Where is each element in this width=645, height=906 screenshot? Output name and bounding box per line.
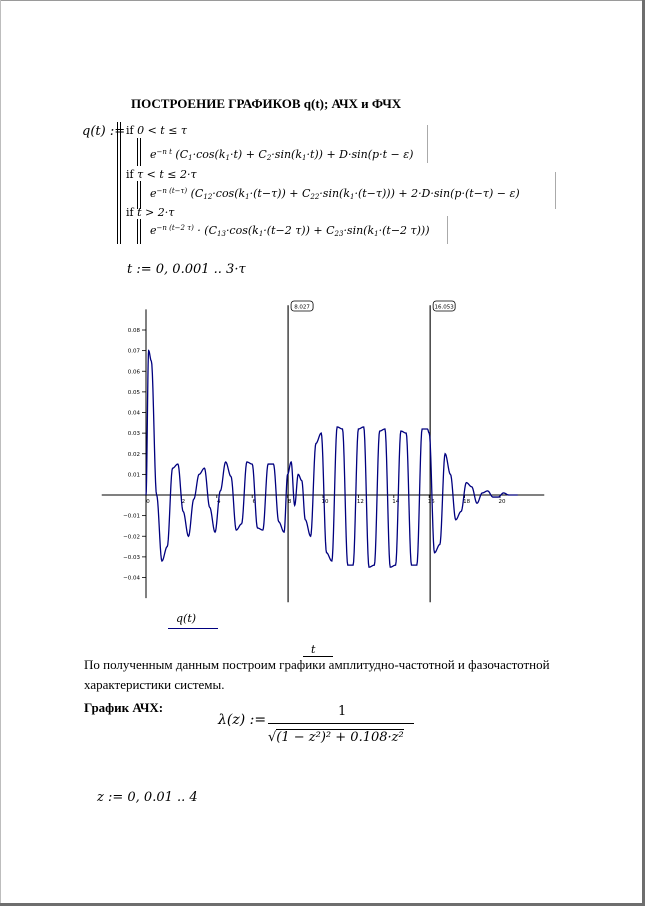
lambda-denominator: √(1 − z²)² + 0.108·z² <box>268 730 404 745</box>
x-tick-label: 2 <box>181 499 186 505</box>
x-tick-label: 12 <box>356 499 364 505</box>
q-curve <box>146 351 518 568</box>
y-tick-label: 0.03 <box>127 431 140 438</box>
q-definition-lhs: q(t) := <box>82 124 126 139</box>
y-tick-label: 0.04 <box>127 410 140 417</box>
legend-line <box>168 628 218 629</box>
expression-1: $e^{-n t}$ $(C_1\cdot\cos(k_1\cdot t) + C_2\cdot\sin(k_1\cdot t)) + D\cdot\sin(p\cdot t - \varepsilon)$ <box>150 148 414 162</box>
expression-3: $e^{-n (t-2 \tau)} \cdot (C_{13}\cdot\cos(k_1\cdot(t-2$ $\tau)) + C_{23}\cdot\sin(k_1\cdot(t-2$ τ))) <box>150 224 430 238</box>
x-tick-label: 6 <box>252 499 256 505</box>
y-tick-label: 0.08 <box>127 328 140 334</box>
section-heading: ПОСТРОЕНИЕ ГРАФИКОВ q(t); АЧХ и ФЧХ <box>131 96 402 111</box>
q-plot[interactable] <box>0 295 645 625</box>
afc-heading: График АЧХ: <box>84 700 164 715</box>
x-tick-label: 4 <box>217 499 221 505</box>
y-tick-label: −0.02 <box>123 534 140 541</box>
marker-label: 8.027 <box>294 304 310 311</box>
condition-1: if 0 < t ≤ τ <box>126 124 188 137</box>
condition-3: if t > 2·τ <box>126 206 175 219</box>
lambda-numerator: 1 <box>338 704 347 719</box>
marker-label: 16.053 <box>434 304 454 311</box>
y-tick-label: 0.07 <box>127 348 140 355</box>
lambda-lhs: λ(z) := <box>218 712 267 728</box>
x-tick-label: 20 <box>498 499 506 505</box>
y-tick-label: −0.04 <box>123 575 140 582</box>
condition-2: if τ < t ≤ 2·τ <box>126 168 197 181</box>
x-axis-label: t <box>311 643 316 656</box>
y-tick-label: 0.06 <box>127 369 140 376</box>
y-tick-label: −0.01 <box>123 513 140 520</box>
y-tick-label: 0.02 <box>127 451 140 458</box>
x-tick-label: 16 <box>427 499 435 505</box>
y-axis-label: q(t) <box>176 612 197 625</box>
x-tick-label: 8 <box>287 499 292 505</box>
y-tick-label: 0.01 <box>127 472 140 479</box>
page-edge <box>0 0 643 1</box>
x-tick-label: 10 <box>321 499 329 505</box>
y-tick-label: −0.03 <box>123 554 140 561</box>
x-tick-label: 18 <box>463 499 471 505</box>
expression-2: $e^{-n (t-\tau)}$ $(C_{12}\cdot\cos(k_1\cdot(t-\tau)) + C_{22}\cdot\sin(k_1\cdot(t-\tau))) + 2\cdot D\cdot\sin(p\cdot(t-\tau) - \varepsilon)$ <box>150 187 520 201</box>
x-tick-label: 14 <box>392 499 400 505</box>
y-tick-label: 0.05 <box>127 389 140 396</box>
body-paragraph: По полученным данным построим графики амплитудно-частотной и фазочастотной характеристики системы. <box>84 657 550 692</box>
range-definition[interactable]: t := 0, 0.001 .. 3·τ <box>127 262 246 277</box>
z-range-definition[interactable]: z := 0, 0.01 .. 4 <box>97 790 198 805</box>
x-tick-label: 0 <box>146 499 150 505</box>
